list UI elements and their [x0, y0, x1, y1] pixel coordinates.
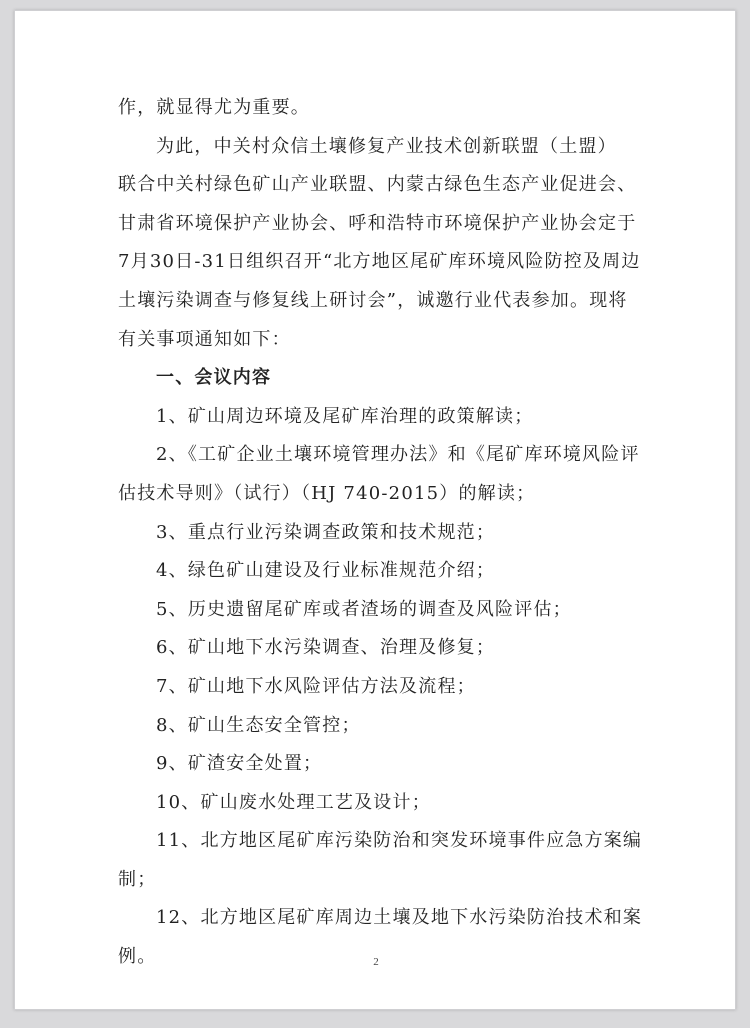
list-item: 5、历史遗留尾矿库或者渣场的调查及风险评估；	[156, 598, 572, 620]
paragraph-line: 作，就显得尤为重要。	[118, 97, 310, 118]
page-number: 2	[373, 956, 379, 968]
document-page	[14, 10, 736, 1010]
list-item: 3、重点行业污染调查政策和技术规范；	[156, 521, 496, 543]
list-item: 4、绿色矿山建设及行业标准规范介绍；	[156, 560, 496, 582]
list-item: 10、矿山废水处理工艺及设计；	[156, 791, 431, 813]
section-heading: 一、会议内容	[156, 367, 272, 389]
paragraph-line: 甘肃省环境保护产业协会、呼和浩特市环境保护产业协会定于	[118, 212, 637, 234]
list-item: 8、矿山生态安全管控；	[156, 714, 361, 736]
list-item: 2、《工矿企业土壤环境管理办法》和《尾矿库环境风险评	[156, 444, 640, 466]
list-item: 7、矿山地下水风险评估方法及流程；	[156, 675, 476, 697]
paragraph-line: 7月30日-31日组织召开“北方地区尾矿库环境风险防控及周边	[118, 251, 641, 273]
list-item-continuation: 估技术导则》（试行）（HJ 740-2015）的解读；	[118, 482, 536, 504]
list-item-continuation: 例。	[118, 946, 157, 968]
document-body	[118, 89, 663, 977]
paragraph-line: 有关事项通知如下：	[118, 328, 291, 350]
list-item: 6、矿山地下水污染调查、治理及修复；	[156, 637, 496, 659]
paragraph-line: 联合中关村绿色矿山产业联盟、内蒙古绿色生态产业促进会、	[118, 174, 637, 196]
paragraph-line: 为此，中关村众信土壤修复产业技术创新联盟（土盟）	[156, 135, 617, 157]
list-item: 9、矿渣安全处置；	[156, 753, 323, 775]
list-item: 11、北方地区尾矿库污染防治和突发环境事件应急方案编	[156, 830, 643, 852]
list-item-continuation: 制；	[118, 868, 157, 890]
list-item: 12、北方地区尾矿库周边土壤及地下水污染防治技术和案	[156, 907, 643, 929]
list-item: 1、矿山周边环境及尾矿库治理的政策解读；	[156, 405, 534, 427]
paragraph-line: 土壤污染调查与修复线上研讨会”，诚邀行业代表参加。现将	[118, 289, 628, 311]
